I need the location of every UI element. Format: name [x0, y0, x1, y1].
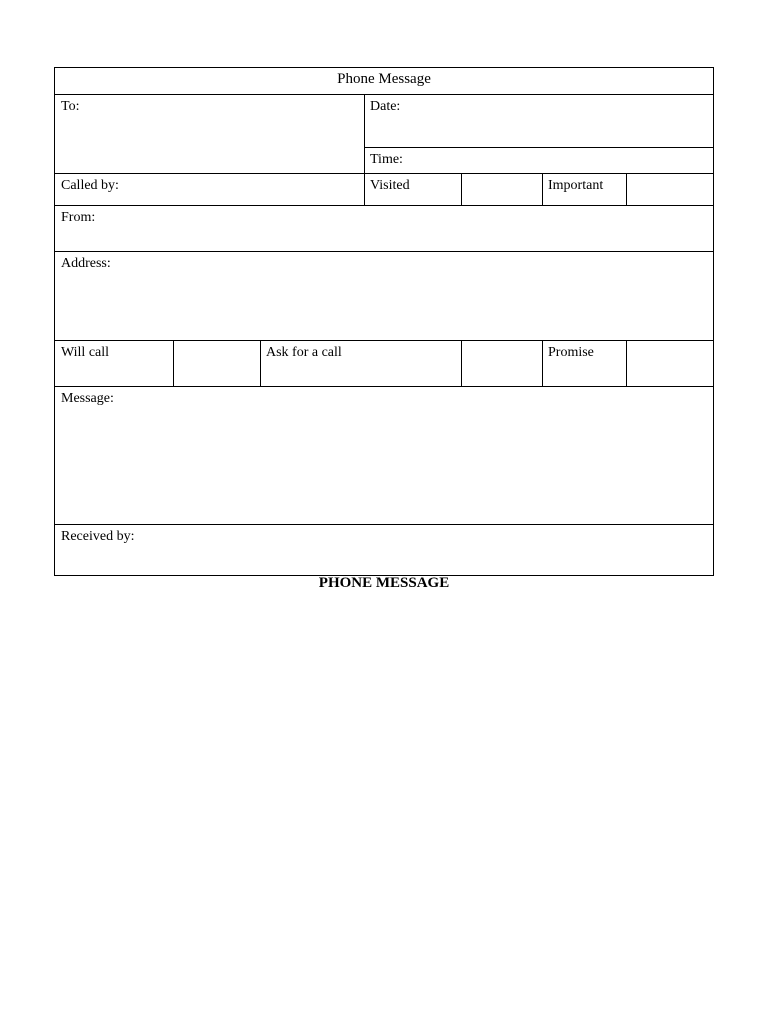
called-by-label: Called by:: [61, 178, 119, 193]
time-label: Time:: [370, 152, 403, 167]
address-label: Address:: [61, 256, 111, 271]
to-field[interactable]: [55, 94, 364, 173]
important-label: Important: [548, 178, 604, 193]
visited-checkbox-cell[interactable]: [461, 173, 542, 205]
ask-for-call-label: Ask for a call: [266, 345, 342, 360]
promise-label-cell: [542, 340, 626, 386]
phone-message-form: [54, 67, 714, 576]
address-field[interactable]: [55, 251, 713, 340]
from-label: From:: [61, 210, 96, 225]
ask-for-call-label-cell: [260, 340, 461, 386]
visited-label: Visited: [370, 178, 410, 193]
important-label-cell: [542, 173, 626, 205]
document-footer-title: PHONE MESSAGE: [318, 575, 450, 591]
form-title: Phone Message: [337, 71, 431, 87]
from-field[interactable]: [55, 205, 713, 251]
date-field[interactable]: [364, 94, 713, 147]
will-call-label: Will call: [61, 345, 110, 360]
received-by-field[interactable]: [55, 524, 713, 575]
date-label: Date:: [370, 99, 401, 114]
message-label: Message:: [61, 391, 114, 406]
visited-label-cell: [364, 173, 461, 205]
received-by-label: Received by:: [61, 529, 135, 544]
promise-label: Promise: [548, 345, 594, 360]
will-call-checkbox-cell[interactable]: [173, 340, 260, 386]
ask-for-call-checkbox-cell[interactable]: [461, 340, 542, 386]
called-by-field[interactable]: [55, 173, 364, 205]
message-field[interactable]: [55, 386, 713, 524]
to-label: To:: [61, 99, 80, 114]
important-checkbox-cell[interactable]: [626, 173, 713, 205]
time-field[interactable]: [364, 147, 713, 173]
promise-checkbox-cell[interactable]: [626, 340, 713, 386]
will-call-label-cell: [55, 340, 173, 386]
